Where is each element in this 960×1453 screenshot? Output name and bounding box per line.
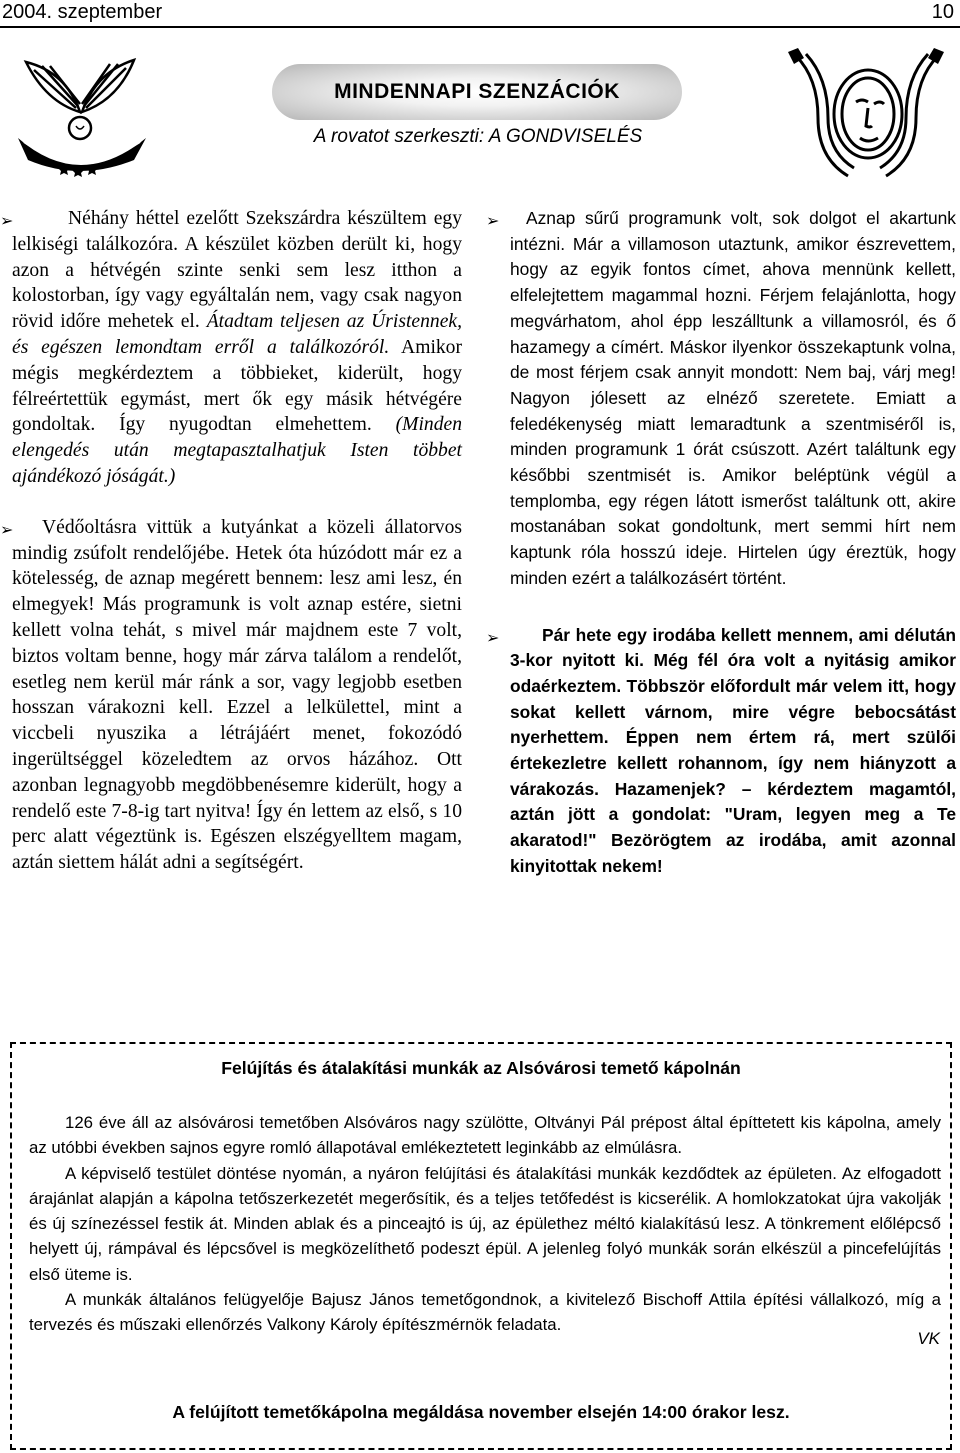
story-1-part-d: (Minden elengedés után megtapasztalhatjuk Isten többet ajándékozó jóságát.) — [12, 414, 463, 487]
chapel-renovation-box — [10, 1042, 952, 1450]
story-1 — [0, 206, 463, 490]
story-3 — [486, 206, 956, 592]
story-3-body: Aznap sűrű programunk volt, sok dolgot el akartunk intézni. Már a villamoson utaztunk, amikor észrevettem, hogy az egyik fontos címet, ahova mennünk kellett, elfelejtettem magammal hozni. Férjem felajánlotta, hogy megvárhatom, ahol épp leszálltunk a villamosról, és ő hazamegy a címért. Máskor ilyenkor összekaptunk volna, de most férjem csak annyit mondott: Nem baj, várj meg! Nagyon jólesett az elnéző szeretete. Emiatt a feledékenység miatt lemaradtunk a szentmiséről is, minden programunk 1 órát csúszott. Azért találtunk egy későbbi szentmisét is. Amikor beléptünk végül a templomba, egy régen látott ismerőst találtunk ott, akire mostanában sokat gondoltunk, mert semmi hírt nem kaptunk róla hosszú ideje. Hirtelen úgy éreztük, hogy minden ezért a találkozásért történt. — [510, 208, 956, 588]
box-paragraph-2: A képviselő testület döntése nyomán, a nyáron felújítási és átalakítási munkák kezdődtek az épületen. Az elfogadott árajánlat alapján a kápolna tetőszerkezetét megerősítik, és a teljes tetőfedést is kicserélik. A homlokzatokat újra vakolják és új színezéssel festik át. Minden ablak és a pinceajtó is új, az épülethez méltó kialakítású lesz. A tönkrement előlépcső helyett új, rámpával és lépcsővel is megközelíthető podeszt épül. A jelenleg folyó munkák során elkészül a pincefelújítás első üteme is. — [29, 1163, 941, 1284]
story-1-part-b: Átadtam teljesen az Úristennek, és egészen lemondtam erről a találkozóról. — [12, 311, 462, 358]
box-paragraph-3: A munkák általános felügyelője Bajusz János temetőgondnok, a kivitelező Bischoff Attila építési vállalkozó, míg a tervezés és műszaki ellenőrzés Valkony Károly építészmérnök feladata. — [29, 1290, 941, 1335]
praying-figure-logo — [778, 48, 954, 180]
section-editor-line: A rovatot szerkeszti: A GONDVISELÉS — [313, 126, 643, 147]
left-column — [0, 206, 463, 876]
story-2 — [0, 515, 462, 876]
story-4-text — [510, 623, 956, 880]
page-header — [0, 0, 960, 28]
box-footer-announcement: A felújított temetőkápolna megáldása november elsején 14:00 órakor lesz. — [172, 1402, 790, 1422]
author-signature: VK — [917, 1329, 940, 1348]
box-body — [29, 1110, 941, 1338]
section-title: MINDENNAPI SZENZÁCIÓK — [334, 80, 620, 103]
story-4-body: Pár hete egy irodába kellett mennem, ami délután 3-kor nyitott ki. Még fél óra volt a nyitásig amikor odaérkeztem. Többször előfordult már velem itt, hogy sokat kellett várnom, mire végre bebocsátást nyerhettem. Éppen nem értem rá, mert szülői értekezletre kellett rohannom, így nem hiányzott a várakozás. Hazamenjek? – kérdeztem magamtól, aztán jött a gondolat: "Uram, legyen meg a Te akaratod!" Bezörögtem az irodába, amit azonnal kinyitottak nekem! — [510, 624, 956, 876]
arrow-bullet-icon: ➢ — [486, 627, 500, 647]
story-1-part-a: Néhány héttel ezelőtt Szekszárdra készültem egy lelkiségi találkozóra. A készület közben derült ki, hogy azon a hétvégén szinte senki sem lesz itthon a kolostorban, így vagy egyáltalán nem, vagy csak nagyon rövid időre mehetek el. — [12, 208, 462, 333]
page-number: 10 — [931, 1, 954, 23]
right-column — [486, 206, 956, 880]
story-1-part-c: Amikor mégis megkérdeztem a többieket, kiderült, hogy félreértettük egymást, mert ők egy másik hétvégére gondoltak. Így nyugodtan elmehettem. — [12, 336, 462, 436]
angel-alleluja-logo — [6, 42, 154, 190]
box-paragraph-1: 126 éve áll az alsóvárosi temetőben Alsóváros nagy szülötte, Oltványi Pál prépost által építtetett kis kápolna, amely az utóbbi években sajnos egyre romló állapotával emlékeztetett leginkább az elmúlásra. — [29, 1113, 941, 1158]
story-2-text — [12, 515, 462, 876]
story-1-text — [12, 206, 462, 490]
arrow-bullet-icon: ➢ — [486, 211, 500, 230]
story-2-body: Védőoltásra vittük a kutyánkat a közeli állatorvos mindig zsúfolt rendelőjébe. Hetek óta húzódott már ez a kötelesség, de aznap megérett bennem: lesz ami lesz, én elmegyek! Más programunk is volt aznap estére, sietni kellett volna tehát, s mivel már majdnem este 7 volt, biztos voltam benne, hogy már zárva találom a rendelőt, esetleg nem kerül már ránk a sor, vagy legjobb esetben hosszan várakozni kell. Ezzel a lelkülettel, mint a viccbeli nyuszika a létrájáért menet, fokozódó ingerültséggel közeledtem az orvos házához. Ott azonban legnagyobb megdöbbenésemre kiderült, hogy a rendelő este 7-8-ig tart nyitva! Így én lettem az első, s 10 perc alatt végeztünk is. Egészen elszégyelltem magam, aztán siettem hálát adni a segítségért. — [12, 516, 462, 874]
story-3-text — [510, 206, 956, 592]
box-title: Felújítás és átalakítási munkák az Alsóvárosi temető kápolnán — [221, 1058, 741, 1078]
arrow-bullet-icon: ➢ — [0, 519, 14, 539]
section-title-banner — [272, 64, 682, 120]
header-date: 2004. szeptember — [2, 1, 163, 23]
story-4 — [486, 623, 956, 880]
arrow-bullet-icon: ➢ — [0, 211, 14, 230]
